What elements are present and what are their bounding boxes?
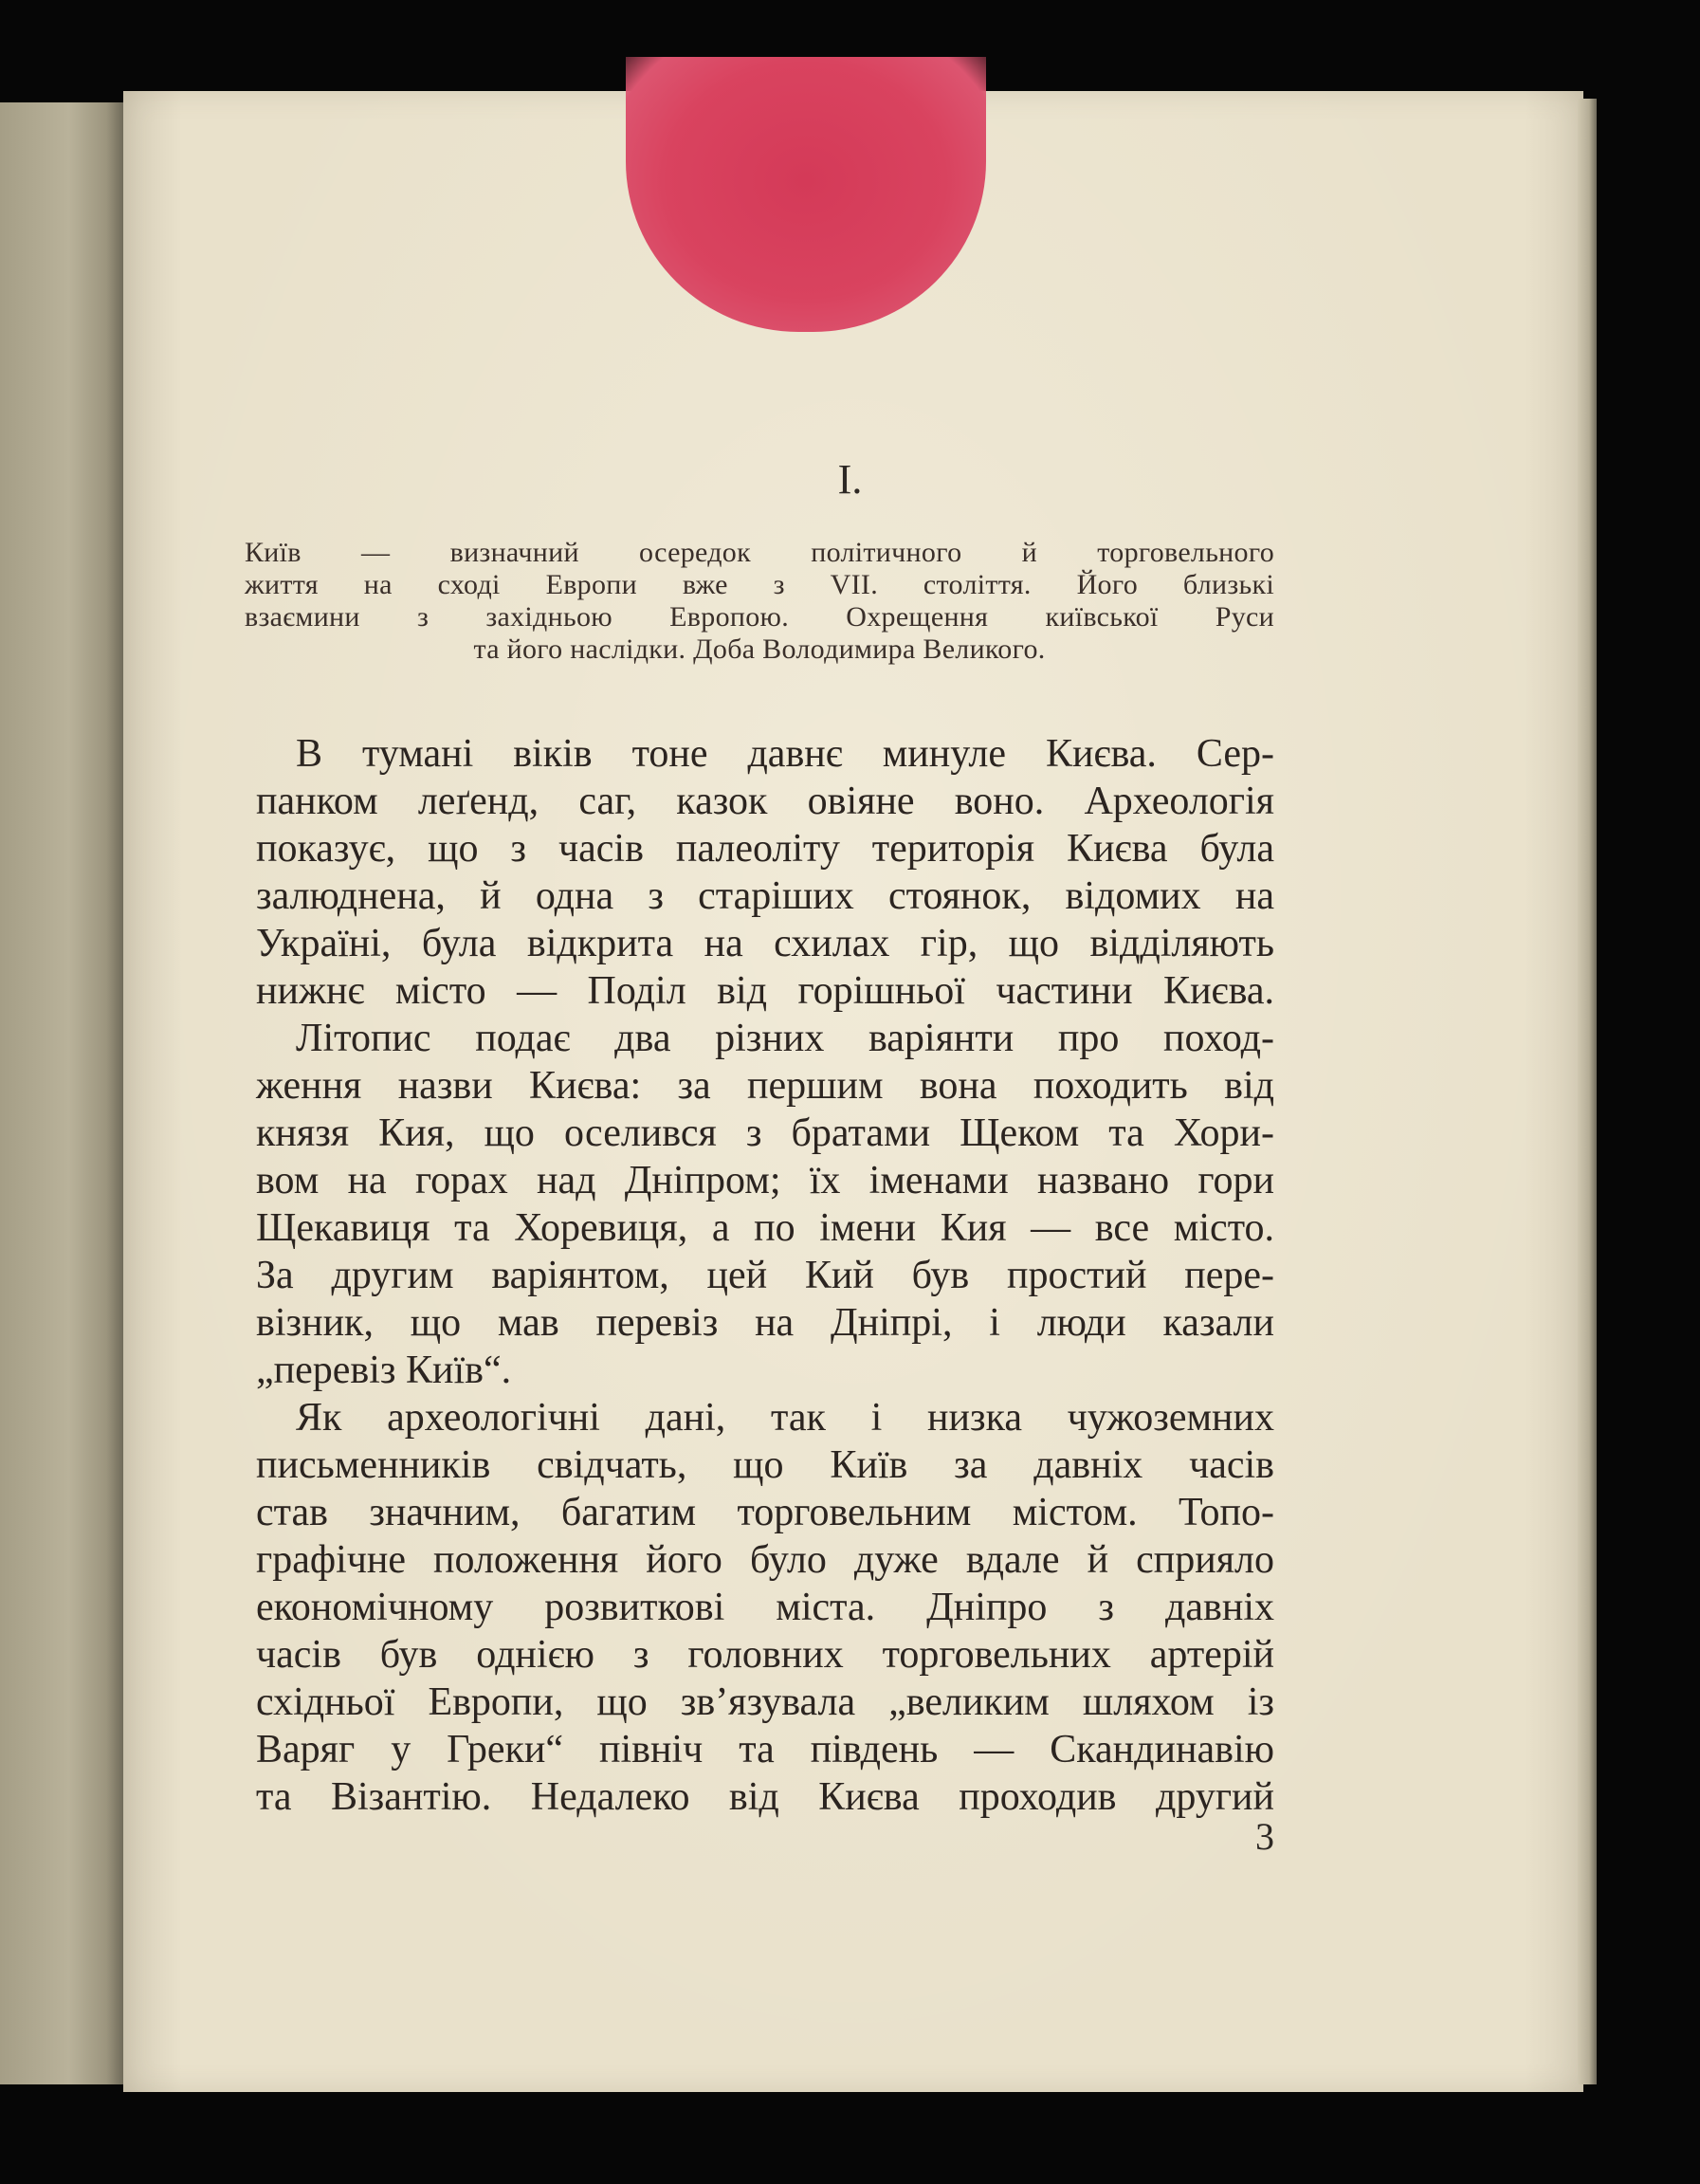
paragraph-2 — [256, 1015, 1274, 1394]
summary-line: Київ — визначний осередок політичного й торговельного — [245, 537, 1274, 568]
text-line: письменників свідчать, що Київ за давніх часів — [256, 1443, 1274, 1487]
text-line: ження назви Києва: за першим вона походить від — [256, 1064, 1274, 1108]
paragraph-1 — [256, 730, 1274, 1015]
paragraph-3 — [256, 1394, 1274, 1821]
summary-line: життя на сході Европи вже з VII. століття. Його близькі — [245, 569, 1274, 600]
text-line: панком леґенд, саг, казок овіяне воно. Археологія — [256, 780, 1274, 823]
body-text — [256, 730, 1274, 1821]
text-line: візник, що мав перевіз на Дніпрі, і люди казали — [256, 1301, 1274, 1345]
summary-line: взаємини з західньою Европою. Охрещення київської Руси — [245, 601, 1274, 633]
left-page-edge — [0, 102, 125, 2084]
text-line: економічному розвиткові міста. Дніпро з давніх — [256, 1586, 1274, 1629]
text-line: Літопис подає два різних варіянти про поход- — [296, 1017, 1274, 1060]
text-line: вом на горах над Дніпром; їх іменами названо гори — [256, 1159, 1274, 1202]
right-page-edge — [1578, 99, 1597, 2084]
text-line: Як археологічні дані, так і низка чужоземних — [296, 1396, 1274, 1440]
summary-line: та його наслідки. Доба Володимира Великого. — [473, 633, 1046, 665]
text-line: За другим варіянтом, цей Кий був простий пере- — [256, 1254, 1274, 1297]
text-line: графічне положення його було дуже вдале й сприяло — [256, 1538, 1274, 1582]
text-line: та Візантію. Недалеко від Києва проходив другий — [256, 1775, 1274, 1819]
text-line: Україні, була відкрита на схилах гір, що відділяють — [256, 922, 1274, 965]
text-line: східньої Европи, що зв’язувала „великим шляхом із — [256, 1680, 1274, 1724]
text-line: князя Кия, що оселився з братами Щеком та Хори- — [256, 1111, 1274, 1155]
text-line: залюднена, й одна з старіших стоянок, відомих на — [256, 874, 1274, 918]
text-line: В тумані віків тоне давнє минуле Києва. Сер- — [296, 732, 1274, 776]
page-number: 3 — [1255, 1815, 1274, 1858]
chapter-summary — [245, 537, 1274, 666]
chapter-number: I. — [837, 456, 863, 503]
text-line: показує, що з часів палеоліту територія Києва була — [256, 827, 1274, 871]
text-line: став значним, багатим торговельним містом. Топо- — [256, 1491, 1274, 1534]
text-line: Варяг у Греки“ північ та південь — Скандинавію — [256, 1728, 1274, 1771]
text-line: часів був однією з головних торговельних артерій — [256, 1633, 1274, 1677]
text-line: нижнє місто — Поділ від горішньої частини Києва. — [256, 969, 1274, 1013]
text-line: „перевіз Київ“. — [256, 1349, 512, 1392]
text-line: Щекавиця та Хоревиця, а по імени Кия — все місто. — [256, 1206, 1274, 1250]
